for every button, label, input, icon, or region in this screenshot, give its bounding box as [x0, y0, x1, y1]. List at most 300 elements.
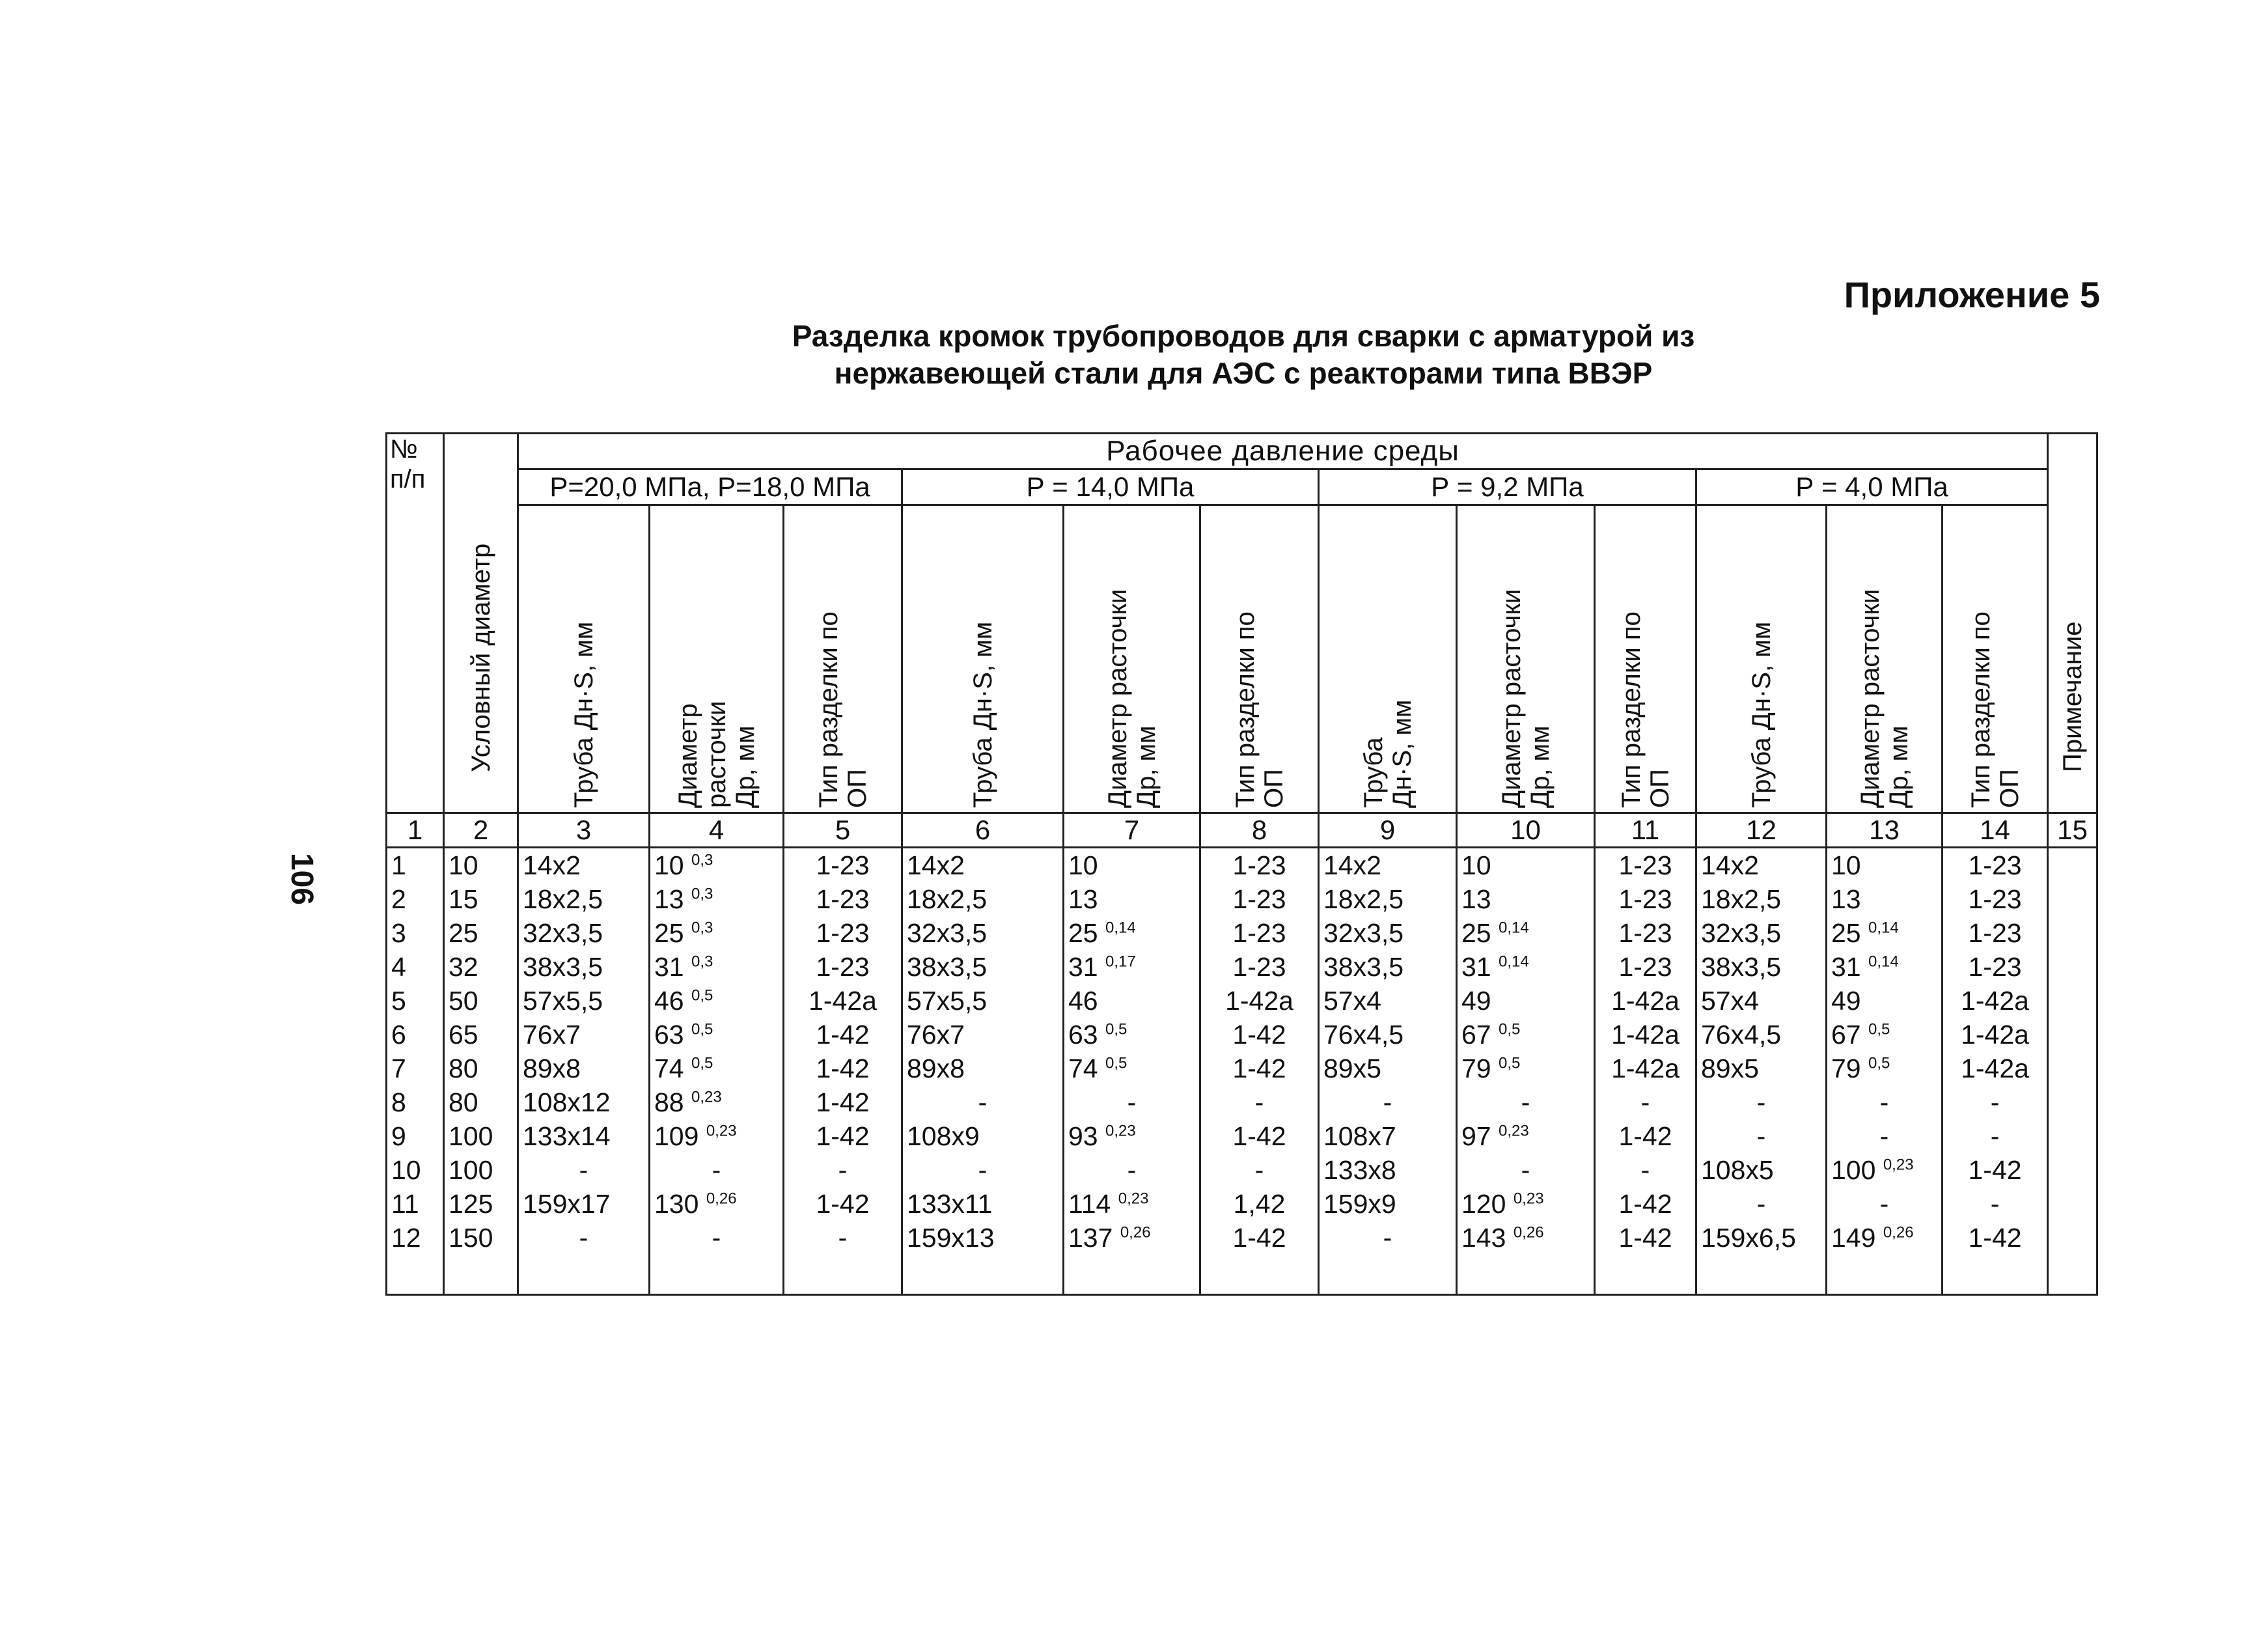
- table-cell: [1827, 984, 1943, 1018]
- cell-value: 159x9: [1323, 1188, 1396, 1219]
- cell-value: 63: [654, 1019, 684, 1050]
- column-index: 1: [387, 813, 444, 848]
- cell-value: 25: [1461, 917, 1491, 948]
- table-cell: [1457, 950, 1595, 984]
- header-working-pressure: Рабочее давление среды: [518, 434, 2048, 469]
- table-cell: [1457, 1052, 1595, 1085]
- table-cell: [1595, 1018, 1696, 1052]
- table-cell: [784, 1018, 902, 1052]
- cell-value: 32x3,5: [1701, 917, 1782, 948]
- tolerance-superscript: 0,23: [691, 1087, 722, 1106]
- tolerance-superscript: 0,23: [1883, 1155, 1914, 1173]
- table-row: [387, 1119, 2097, 1153]
- table-cell: [1696, 882, 1827, 916]
- table-cell: [1696, 1085, 1827, 1119]
- table-row: [387, 1018, 2097, 1052]
- row-number-cell: 10: [387, 1153, 444, 1187]
- column-index: 4: [650, 813, 784, 848]
- table-cell: [1319, 950, 1457, 984]
- table-cell: [1200, 882, 1319, 916]
- cell-value: -: [1756, 1121, 1766, 1151]
- table-cell: [784, 950, 902, 984]
- cell-value: 25: [1068, 917, 1098, 948]
- table-cell: [902, 1018, 1064, 1052]
- column-index: 10: [1457, 813, 1595, 848]
- cell-value: 1-42: [1968, 1222, 2022, 1253]
- note-cell: [2048, 950, 2097, 984]
- table-cell: [650, 848, 784, 883]
- cell-value: 159x6,5: [1701, 1222, 1796, 1253]
- table-cell: [1696, 950, 1827, 984]
- table-cell: [650, 950, 784, 984]
- tolerance-superscript: 0,5: [1499, 1020, 1521, 1038]
- cell-value: 149: [1831, 1222, 1876, 1253]
- cell-value: 1-23: [1232, 850, 1286, 880]
- column-index: 3: [518, 813, 650, 848]
- tolerance-superscript: 0,23: [1499, 1121, 1529, 1139]
- cell-value: -: [1383, 1087, 1392, 1117]
- table-cell: [1457, 1085, 1595, 1119]
- table-cell: [1943, 848, 2048, 883]
- table-cell: [1827, 950, 1943, 984]
- header-sub: Труба Дн·S, мм: [518, 505, 650, 813]
- cell-value: 1-42: [816, 1188, 870, 1219]
- header-pressure-group: Р = 4,0 МПа: [1696, 469, 2048, 505]
- table-cell: [1595, 916, 1696, 950]
- cell-value: 25: [654, 917, 684, 948]
- cell-value: 1-23: [816, 951, 870, 982]
- conditional-diameter-cell: 100: [444, 1119, 518, 1153]
- cell-value: 74: [1068, 1053, 1098, 1083]
- note-cell: [2048, 882, 2097, 916]
- cell-value: 49: [1831, 985, 1861, 1016]
- cell-value: 13: [1068, 884, 1098, 914]
- table-cell: [1457, 1153, 1595, 1187]
- table-cell: [1064, 1085, 1200, 1119]
- table-cell: [650, 916, 784, 950]
- table-cell: [1595, 1153, 1696, 1187]
- cell-value: 14x2: [1701, 850, 1759, 880]
- cell-value: -: [838, 1222, 848, 1253]
- cell-value: -: [1640, 1087, 1650, 1117]
- table-cell: [650, 882, 784, 916]
- tolerance-superscript: 0,5: [691, 1053, 713, 1072]
- cell-value: 1-42а: [1225, 985, 1293, 1016]
- table-cell: [784, 1085, 902, 1119]
- table-cell: [518, 950, 650, 984]
- table-cell: [1827, 1221, 1943, 1295]
- table-cell: [902, 984, 1064, 1018]
- table-cell: [1696, 1119, 1827, 1153]
- cell-value: 109: [654, 1121, 699, 1151]
- header-row-1: [387, 434, 2097, 469]
- cell-value: 114: [1068, 1188, 1111, 1219]
- header-sub: Диаметр расточки Др, мм: [1064, 505, 1200, 813]
- table-cell: [650, 1119, 784, 1153]
- cell-value: 31: [1831, 951, 1861, 982]
- tolerance-superscript: 0,5: [691, 1020, 713, 1038]
- table-cell: [1696, 848, 1827, 883]
- cell-value: 32x3,5: [523, 917, 603, 948]
- table-cell: [1064, 916, 1200, 950]
- cell-value: 1-42: [1618, 1188, 1672, 1219]
- cell-value: 57x4: [1701, 985, 1759, 1016]
- cell-value: 1-42: [1232, 1019, 1286, 1050]
- table-cell: [1200, 1221, 1319, 1295]
- header-sub: Тип разделки по ОП: [1943, 505, 2048, 813]
- cell-value: 1-42: [816, 1053, 870, 1083]
- header-sub: Тип разделки по ОП: [1200, 505, 1319, 813]
- table-cell: [1200, 848, 1319, 883]
- table-cell: [1319, 1018, 1457, 1052]
- cell-value: 31: [1068, 951, 1098, 982]
- cell-value: 46: [1068, 985, 1098, 1016]
- cell-value: -: [838, 1154, 848, 1185]
- cell-value: 57x5,5: [907, 985, 988, 1016]
- title-line-2: нержавеющей стали для АЭС с реакторами типа ВВЭР: [834, 356, 1653, 390]
- table-cell: [902, 882, 1064, 916]
- table-cell: [1595, 984, 1696, 1018]
- cell-value: 1-23: [816, 884, 870, 914]
- header-sub: Тип разделки по ОП: [1595, 505, 1696, 813]
- table-cell: [1064, 1221, 1200, 1295]
- table-cell: [518, 984, 650, 1018]
- cell-value: 38x3,5: [907, 951, 988, 982]
- cell-value: -: [1127, 1087, 1137, 1117]
- tolerance-superscript: 0,26: [1120, 1223, 1151, 1241]
- cell-value: 38x3,5: [1701, 951, 1782, 982]
- tolerance-superscript: 0,3: [691, 850, 713, 869]
- table-cell: [1457, 916, 1595, 950]
- table-cell: [650, 1221, 784, 1295]
- row-number-cell: 7: [387, 1052, 444, 1085]
- column-index: 15: [2048, 813, 2097, 848]
- table-cell: [784, 1187, 902, 1221]
- table-cell: [1696, 1052, 1827, 1085]
- table-cell: [1457, 984, 1595, 1018]
- cell-value: 1-42: [816, 1019, 870, 1050]
- table-cell: [902, 1085, 1064, 1119]
- cell-value: 1-23: [1618, 884, 1672, 914]
- table-cell: [1457, 1018, 1595, 1052]
- cell-value: -: [1521, 1087, 1530, 1117]
- column-index: 6: [902, 813, 1064, 848]
- cell-value: 108x7: [1323, 1121, 1396, 1151]
- table-cell: [1827, 1187, 1943, 1221]
- cell-value: 1-42: [816, 1087, 870, 1117]
- cell-value: -: [1879, 1188, 1889, 1219]
- table-cell: [1827, 1052, 1943, 1085]
- cell-value: 89x5: [1701, 1053, 1759, 1083]
- cell-value: 89x5: [1323, 1053, 1381, 1083]
- cell-value: 38x3,5: [1323, 951, 1404, 982]
- table-cell: [1200, 1187, 1319, 1221]
- table-cell: [784, 916, 902, 950]
- table-cell: [902, 1119, 1064, 1153]
- cell-value: 143: [1461, 1222, 1506, 1253]
- table-cell: [1827, 1153, 1943, 1187]
- table-cell: [1319, 1187, 1457, 1221]
- table-row: [387, 1221, 2097, 1295]
- cell-value: 1-42: [1618, 1222, 1672, 1253]
- table-cell: [1064, 882, 1200, 916]
- cell-value: 32x3,5: [1323, 917, 1404, 948]
- table-cell: [1457, 1221, 1595, 1295]
- cell-value: 57x4: [1323, 985, 1381, 1016]
- cell-value: 76x7: [523, 1019, 581, 1050]
- table-cell: [1319, 882, 1457, 916]
- tolerance-superscript: 0,5: [1868, 1053, 1890, 1072]
- table-row: [387, 1153, 2097, 1187]
- cell-value: 1-23: [1968, 884, 2022, 914]
- table-cell: [1595, 1085, 1696, 1119]
- cell-value: 18x2,5: [1323, 884, 1404, 914]
- cell-value: 130: [654, 1188, 699, 1219]
- column-index: 9: [1319, 813, 1457, 848]
- cell-value: 18x2,5: [907, 884, 988, 914]
- tolerance-superscript: 0,14: [1499, 918, 1529, 936]
- table-cell: [1827, 882, 1943, 916]
- cell-value: 25: [1831, 917, 1861, 948]
- header-sub: Диаметр расточки Др, мм: [650, 505, 784, 813]
- cell-value: 38x3,5: [523, 951, 603, 982]
- tolerance-superscript: 0,26: [706, 1189, 737, 1207]
- cell-value: -: [1879, 1087, 1889, 1117]
- cell-value: 10: [1831, 850, 1861, 880]
- cell-value: 18x2,5: [1701, 884, 1782, 914]
- cell-value: 137: [1068, 1222, 1113, 1253]
- cell-value: 13: [654, 884, 684, 914]
- tolerance-superscript: 0,23: [706, 1121, 737, 1139]
- table-cell: [1064, 1187, 1200, 1221]
- cell-value: 1-42: [1232, 1222, 1286, 1253]
- cell-value: 1-23: [1232, 917, 1286, 948]
- table-cell: [518, 1119, 650, 1153]
- table-cell: [1696, 1153, 1827, 1187]
- cell-value: -: [1879, 1121, 1889, 1151]
- table-cell: [1943, 1085, 2048, 1119]
- cell-value: 32x3,5: [907, 917, 988, 948]
- table-row: [387, 1085, 2097, 1119]
- cell-value: 133x8: [1323, 1154, 1396, 1185]
- cell-value: 89x8: [523, 1053, 581, 1083]
- table-cell: [650, 984, 784, 1018]
- table-cell: [1595, 848, 1696, 883]
- table-cell: [784, 1119, 902, 1153]
- table-cell: [1827, 1119, 1943, 1153]
- header-pressure-group: Р=20,0 МПа, Р=18,0 МПа: [518, 469, 902, 505]
- tolerance-superscript: 0,5: [1105, 1020, 1127, 1038]
- table-cell: [784, 848, 902, 883]
- cell-value: 108x5: [1701, 1154, 1774, 1185]
- cell-value: 89x8: [907, 1053, 965, 1083]
- table-cell: [1319, 1153, 1457, 1187]
- header-pressure-group: Р = 14,0 МПа: [902, 469, 1319, 505]
- cell-value: 108x9: [907, 1121, 980, 1151]
- table-cell: [1696, 1221, 1827, 1295]
- cell-value: 13: [1461, 884, 1491, 914]
- cell-value: 1-42: [816, 1121, 870, 1151]
- cell-value: 159x13: [907, 1222, 995, 1253]
- row-number-cell: 1: [387, 848, 444, 883]
- table-cell: [1319, 1085, 1457, 1119]
- cell-value: 133x14: [523, 1121, 611, 1151]
- cell-value: -: [712, 1222, 721, 1253]
- table-cell: [1064, 1119, 1200, 1153]
- cell-value: 1-23: [816, 917, 870, 948]
- tolerance-superscript: 0,3: [691, 918, 713, 936]
- cell-value: 57x5,5: [523, 985, 603, 1016]
- row-number-cell: 6: [387, 1018, 444, 1052]
- cell-value: 79: [1831, 1053, 1861, 1083]
- cell-value: 1-42: [1232, 1053, 1286, 1083]
- table-cell: [1696, 1018, 1827, 1052]
- conditional-diameter-cell: 80: [444, 1085, 518, 1119]
- header-sub: Диаметр расточки Др, мм: [1457, 505, 1595, 813]
- table-cell: [902, 1221, 1064, 1295]
- cell-value: -: [1383, 1222, 1392, 1253]
- cell-value: 120: [1461, 1188, 1506, 1219]
- tolerance-superscript: 0,26: [1883, 1223, 1914, 1241]
- table-cell: [902, 1187, 1064, 1221]
- conditional-diameter-cell: 25: [444, 916, 518, 950]
- table-cell: [1696, 984, 1827, 1018]
- table-cell: [902, 848, 1064, 883]
- table-cell: [1200, 916, 1319, 950]
- note-cell: [2048, 984, 2097, 1018]
- cell-value: -: [1990, 1188, 2000, 1219]
- cell-value: 1-23: [1968, 917, 2022, 948]
- table-cell: [1200, 950, 1319, 984]
- row-number-cell: 2: [387, 882, 444, 916]
- row-number-cell: 9: [387, 1119, 444, 1153]
- table-cell: [1827, 916, 1943, 950]
- cell-value: 76x7: [907, 1019, 965, 1050]
- table-cell: [1943, 1018, 2048, 1052]
- table-cell: [1595, 1221, 1696, 1295]
- table-cell: [784, 882, 902, 916]
- table-cell: [1943, 1187, 2048, 1221]
- cell-value: 13: [1831, 884, 1861, 914]
- table-row: [387, 984, 2097, 1018]
- cell-value: 1-23: [1618, 951, 1672, 982]
- column-index: 11: [1595, 813, 1696, 848]
- table-cell: [1319, 984, 1457, 1018]
- cell-value: 1-42а: [809, 985, 877, 1016]
- table-cell: [518, 1085, 650, 1119]
- tolerance-superscript: 0,23: [1118, 1189, 1149, 1207]
- table-cell: [902, 1153, 1064, 1187]
- header-row-3: [387, 505, 2097, 813]
- note-cell: [2048, 1153, 2097, 1187]
- cell-value: 97: [1461, 1121, 1491, 1151]
- cell-value: 67: [1831, 1019, 1861, 1050]
- cell-value: 1-42: [1232, 1121, 1286, 1151]
- tolerance-superscript: 0,14: [1105, 918, 1136, 936]
- table-cell: [1457, 1187, 1595, 1221]
- tolerance-superscript: 0,3: [691, 952, 713, 970]
- column-index: 5: [784, 813, 902, 848]
- cell-value: 76x4,5: [1323, 1019, 1404, 1050]
- cell-value: 14x2: [1323, 850, 1381, 880]
- table-cell: [1595, 1119, 1696, 1153]
- table-cell: [1200, 1052, 1319, 1085]
- cell-value: 1-42: [1968, 1154, 2022, 1185]
- cell-value: 1-42а: [1611, 1053, 1680, 1083]
- table-cell: [1319, 1221, 1457, 1295]
- cell-value: 1-23: [816, 850, 870, 880]
- header-sub: Диаметр расточки Др, мм: [1827, 505, 1943, 813]
- conditional-diameter-cell: 50: [444, 984, 518, 1018]
- conditional-diameter-cell: 125: [444, 1187, 518, 1221]
- table-cell: [1943, 984, 2048, 1018]
- cell-value: 1-42а: [1961, 1053, 2029, 1083]
- cell-value: 14x2: [907, 850, 965, 880]
- tolerance-superscript: 0,3: [691, 884, 713, 902]
- header-conditional-diameter: Условный диаметр: [444, 434, 518, 813]
- tolerance-superscript: 0,5: [1499, 1053, 1521, 1072]
- table-cell: [784, 1153, 902, 1187]
- tolerance-superscript: 0,17: [1105, 952, 1136, 970]
- table-row: [387, 848, 2097, 883]
- column-index: 7: [1064, 813, 1200, 848]
- table-body: [387, 848, 2097, 1295]
- cell-value: -: [712, 1154, 721, 1185]
- cell-value: 1-42а: [1611, 1019, 1680, 1050]
- column-index: 13: [1827, 813, 1943, 848]
- cell-value: -: [579, 1154, 588, 1185]
- table-cell: [650, 1018, 784, 1052]
- page-number: 106: [284, 852, 319, 906]
- cell-value: 67: [1461, 1019, 1491, 1050]
- table-cell: [784, 1221, 902, 1295]
- tolerance-superscript: 0,23: [1105, 1121, 1136, 1139]
- table-cell: [518, 1187, 650, 1221]
- table-cell: [1064, 1052, 1200, 1085]
- note-cell: [2048, 916, 2097, 950]
- header-row-2: [387, 469, 2097, 505]
- cell-value: 74: [654, 1053, 684, 1083]
- cell-value: -: [1521, 1154, 1530, 1185]
- table-cell: [1457, 1119, 1595, 1153]
- cell-value: 1-23: [1618, 917, 1672, 948]
- table-cell: [1457, 848, 1595, 883]
- table-row: [387, 916, 2097, 950]
- header-sub: Труба Дн·S, мм: [1696, 505, 1827, 813]
- table-cell: [1457, 882, 1595, 916]
- note-cell: [2048, 1018, 2097, 1052]
- table-row: [387, 950, 2097, 984]
- cell-value: 88: [654, 1087, 684, 1117]
- note-cell: [2048, 1187, 2097, 1221]
- table-cell: [1943, 1153, 2048, 1187]
- table-cell: [1319, 1119, 1457, 1153]
- table-cell: [1200, 1085, 1319, 1119]
- cell-value: -: [1756, 1188, 1766, 1219]
- cell-value: 159x17: [523, 1188, 611, 1219]
- table-cell: [518, 882, 650, 916]
- table-cell: [650, 1153, 784, 1187]
- row-number-cell: 4: [387, 950, 444, 984]
- tolerance-superscript: 0,5: [1105, 1053, 1127, 1072]
- table-cell: [518, 1221, 650, 1295]
- table-cell: [902, 916, 1064, 950]
- edge-preparation-table: [385, 432, 2098, 1296]
- table-cell: [1319, 1052, 1457, 1085]
- note-cell: [2048, 1085, 2097, 1119]
- note-cell: [2048, 1119, 2097, 1153]
- table-cell: [650, 1085, 784, 1119]
